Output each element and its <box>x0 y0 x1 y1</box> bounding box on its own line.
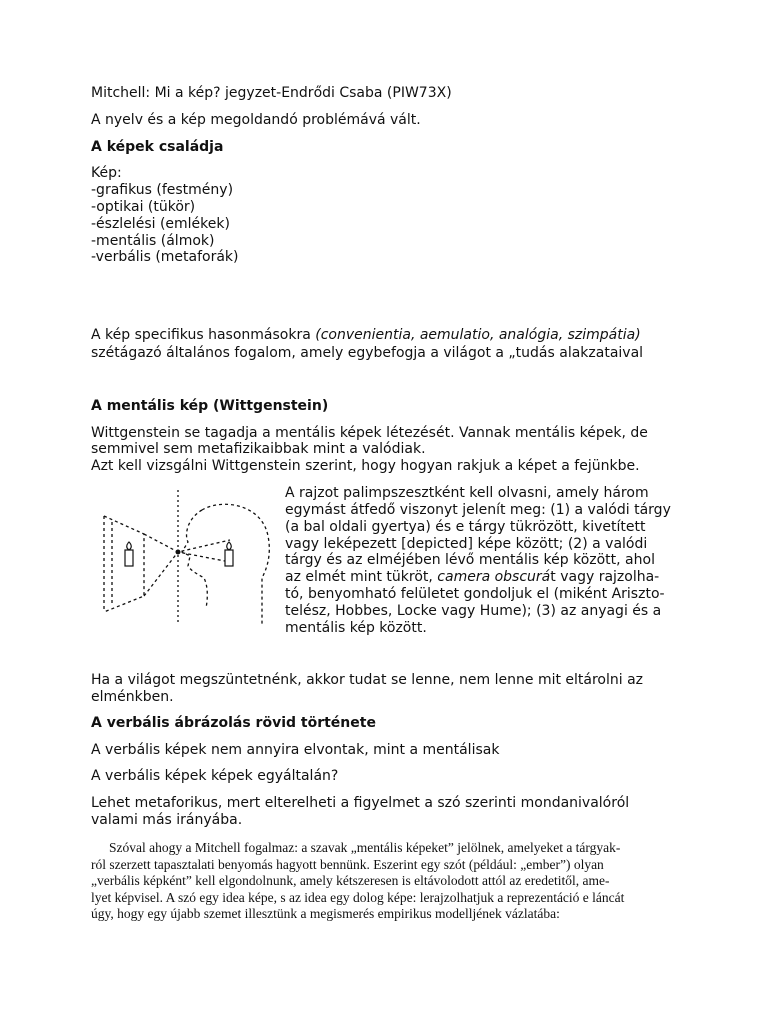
caption-text: az elmét mint tükröt, <box>285 569 438 585</box>
caption-line: (a bal oldali gyertya) és e tárgy tükrözött, kivetített <box>285 519 646 535</box>
list-item: -grafikus (festmény) <box>91 182 234 198</box>
quote-line: Szóval ahogy a Mitchell fogalmaz: a szavak „mentális képeket” jelölnek, amelyeket a tárgyak- <box>109 840 621 855</box>
mirror-panel <box>104 516 144 612</box>
heading-mental: A mentális kép (Wittgenstein) <box>91 398 329 414</box>
list-item: -mentális (álmok) <box>91 233 215 249</box>
verbal-p3-line1: Lehet metaforikus, mert elterelheti a figyelmet a szó szerinti mondanivalóról <box>91 795 630 811</box>
caption-line: tárgy és az elméjében lévő mentális kép között, ahol <box>285 552 655 568</box>
quote-line: ról szerzett tapasztalati benyomás hagyott bennünk. Eszerint egy szót (például: „ember”) olyan <box>91 857 604 872</box>
mental-p1-line2: semmivel sem metafizikaibbak mint a valódiak. <box>91 441 426 457</box>
candle-left-icon <box>125 542 133 566</box>
mental-p2: Azt kell vizsgálni Wittgenstein szerint, hogy hogyan rakjuk a képet a fejünkbe. <box>91 458 640 474</box>
caption-line: tó, benyomható felületet gondoljuk el (miként Arisztо- <box>285 586 665 602</box>
specific-line-2: szétágazó általános fogalom, amely egybefogja a világot a „tudás alakzataival <box>91 345 644 361</box>
caption-line: vagy leképezett [depicted] képe között; (2) a valódi <box>285 536 648 552</box>
candle-right-icon <box>225 542 233 566</box>
quote-line: „verbális képként” kell elgondolnunk, amely kétszeresen is eltávolodott attól az eredetitől, ame- <box>91 873 610 888</box>
document-title: Mitchell: Mi a kép? jegyzet-Endrődi Csaba (PIW73X) <box>91 85 452 101</box>
specific-text: A kép specifikus hasonmásokra <box>91 327 316 343</box>
list-item: -verbális (metaforák) <box>91 249 239 265</box>
caption-line <box>285 569 659 586</box>
quote-line: úgy, hogy egy újabb szemet illesztünk a megismerés empirikus modelljének vázlatába: <box>91 906 560 921</box>
intro-line: A nyelv és a kép megoldandó problémává vált. <box>91 112 421 128</box>
specific-italic: (convenientia, aemulatio, analógia, szimpátia) <box>315 327 641 343</box>
list-item: -észlelési (emlékek) <box>91 216 230 232</box>
mental-p1-line1: Wittgenstein se tagadja a mentális képek létezését. Vannak mentális képek, de <box>91 425 648 441</box>
list-title: Kép: <box>91 165 122 181</box>
quote-line: lyet képvisel. A szó egy idea képe, s az idea egy dolog képe: lerajzolhatjuk a reprezentáció e láncát <box>91 890 625 905</box>
caption-text: t vagy rajzolha- <box>550 569 660 585</box>
heading-family: A képek családja <box>91 139 224 155</box>
verbal-p1: A verbális képek nem annyira elvontak, mint a mentálisak <box>91 742 500 758</box>
caption-line: egymást átfedő viszonyt jelenít meg: (1) a valódi tárgy <box>285 502 671 518</box>
caption-line: telész, Hobbes, Locke vagy Hume); (3) az anyagi és a <box>285 603 662 619</box>
caption-line: mentális kép között. <box>285 620 427 636</box>
mirror-head-drawing <box>92 486 272 626</box>
verbal-p3-line2: valami más irányába. <box>91 812 243 828</box>
caption-italic: camera obscurá <box>437 569 551 585</box>
specific-line-1 <box>91 327 641 344</box>
verbal-p2: A verbális képek képek egyáltalán? <box>91 768 339 784</box>
list-item: -optikai (tükör) <box>91 199 196 215</box>
world-line-2: elménkben. <box>91 689 174 705</box>
caption-line: A rajzot palimpszesztként kell olvasni, amely három <box>285 485 649 501</box>
head-outline <box>202 504 269 624</box>
eye-point <box>176 550 181 555</box>
world-line-1: Ha a világot megszüntetnénk, akkor tudat se lenne, nem lenne mit eltárolni az <box>91 672 644 688</box>
heading-verbal: A verbális ábrázolás rövid története <box>91 715 376 731</box>
